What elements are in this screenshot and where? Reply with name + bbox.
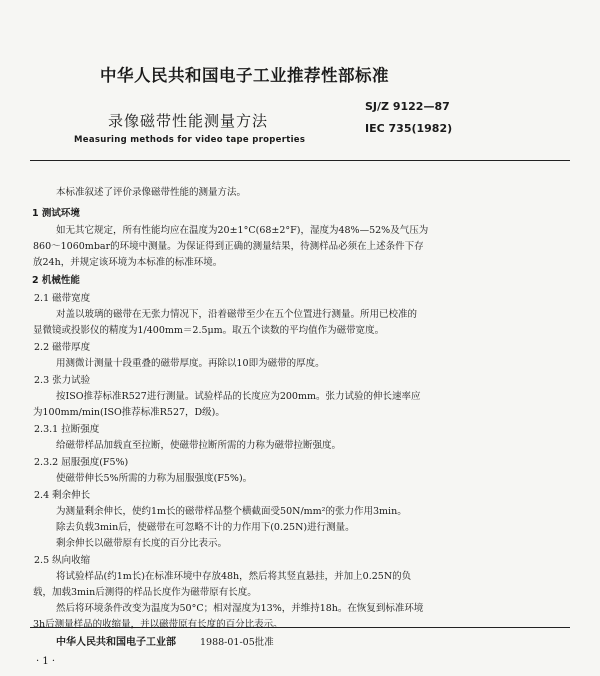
section-2-2-line: 用测微计测量十段重叠的磁带厚度。再除以10即为磁带的厚度。 [56,358,325,369]
section-2-5-line: 载，加载3min后测得的样品长度作为磁带原有长度。 [33,587,257,598]
section-2-5-heading: 2.5 纵向收缩 [34,555,91,566]
section-2-1-line: 对盖以玻璃的磁带在无张力情况下，沿着磁带至少在五个位置进行测量。所用已校准的 [56,309,418,320]
doc-title-english: Measuring methods for video tape properties [74,135,306,145]
section-2-3-1-line: 给磁带样品加载直至拉断，使磁带拉断所需的力称为磁带拉断强度。 [56,440,342,451]
footer-approval-date: 1988-01-05批准 [200,637,274,648]
section-2-4-heading: 2.4 剩余伸长 [34,490,91,501]
doc-title: 录像磁带性能测量方法 [108,112,269,130]
section-2-heading: 2 机械性能 [32,275,80,286]
section-2-5-line: 将试验样品(约1m长)在标准环境中存放48h，然后将其竖直悬挂，并加上0.25N的负 [56,571,412,582]
section-1-line: 放24h，并规定该环境为本标准的标准环境。 [33,257,223,268]
section-1-line: 860～1060mbar的环境中测量。为保证得到正确的测量结果，待测样品必须在上述条件下存 [33,241,424,252]
section-2-3-heading: 2.3 张力试验 [34,375,91,386]
section-2-1-line: 显微镜或投影仪的精度为1/400mm＝2.5μm。取五个读数的平均值作为磁带宽度。 [33,325,385,336]
section-2-5-line: 3h后测量样品的收缩量，并以磁带原有长度的百分比表示。 [33,616,283,631]
footer-ministry: 中华人民共和国电子工业部 [56,637,176,648]
section-2-2-heading: 2.2 磁带厚度 [34,342,91,353]
section-1-heading: 1 测试环境 [32,208,80,219]
section-2-3-line: 为100mm/min(ISO推荐标准R527，D级)。 [33,407,225,418]
section-2-4-line: 剩余伸长以磁带原有长度的百分比表示。 [56,538,228,549]
section-2-5-line: 然后将环境条件改变为温度为50°C；相对湿度为13%，并维持18h。在恢复到标准环境 [56,603,424,614]
header-rule [30,160,570,161]
standard-title: 中华人民共和国电子工业推荐性部标准 [100,66,389,85]
section-2-1-heading: 2.1 磁带宽度 [34,293,91,304]
section-2-3-line: 按ISO推荐标准R527进行测量。试验样品的长度应为200mm。张力试验的伸长速率应 [56,391,421,402]
section-2-3-2-line: 使磁带伸长5%所需的力称为屈服强度(F5%)。 [56,473,253,484]
iec-code: IEC 735(1982) [365,122,453,135]
page-number: · 1 · [36,656,56,667]
footer-rule [30,627,570,628]
section-2-3-1-heading: 2.3.1 拉断强度 [34,424,100,435]
intro-text: 本标准叙述了评价录像磁带性能的测量方法。 [56,187,247,198]
section-2-3-2-heading: 2.3.2 屈服强度(F5%) [34,457,129,468]
section-1-line: 如无其它规定，所有性能均应在温度为20±1°C(68±2°F)，湿度为48%—52%及气压为 [56,225,429,236]
standard-code: SJ/Z 9122—87 [365,100,450,113]
section-2-4-line: 为测量剩余伸长，使约1m长的磁带样品整个横截面受50N/mm²的张力作用3min。 [56,506,407,517]
section-2-4-line: 除去负载3min后，使磁带在可忽略不计的力作用下(0.25N)进行测量。 [56,522,355,533]
